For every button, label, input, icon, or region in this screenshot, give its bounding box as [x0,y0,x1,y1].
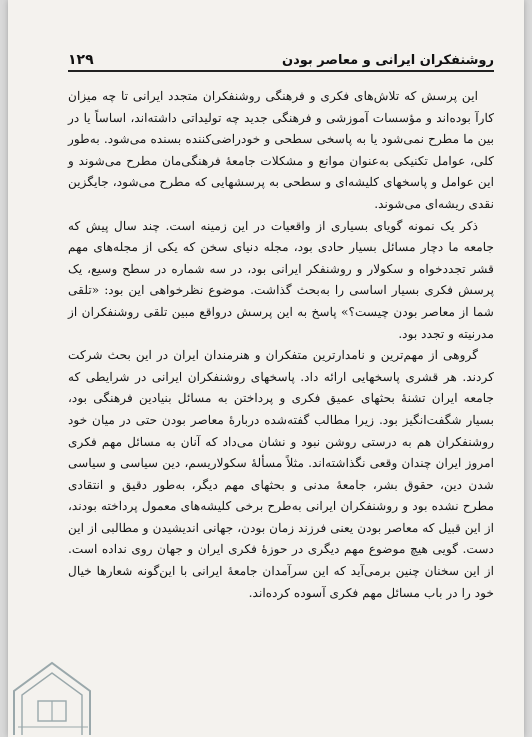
library-stamp-icon [8,657,96,737]
book-page [8,0,524,737]
paragraph-1: این پرسش که تلاش‌های فکری و فرهنگی روشنفکران متجدد ایرانی تا چه میزان کارآ بوده‌اند و مؤسسات آموزشی و فرهنگی جدید چه تولیداتی داشته‌اند، اساساً یا در بین ما مطرح نمی‌شود یا به پاسخی سطحی و خودراضی‌کننده بسنده می‌شود. به‌طور کلی، عوامل تکنیکی به‌عنوان موانع و مشکلات جامعهٔ فرهنگی‌مان مطرح می‌شوند و این عوامل و پاسخهای کلیشه‌ای و سطحی به پرسشهایی که مطرح می‌شود، جایگزین نقدی ریشه‌ای می‌شوند. [68,89,494,211]
running-title: روشنفکران ایرانی و معاصر بودن [281,53,494,68]
paragraph-2: ذکر یک نمونه گویای بسیاری از واقعیات در این زمینه است. چند سال پیش که جامعه ما دچار مسائل بسیار حادی بود، مجله دنیای سخن که یکی از مجله‌های مهم قشر تجددخواه و سکولار و روشنفکر ایرانی بود، در سه شماره در سطح وسیع، یک پرسش فکری بسیار اساسی را به‌بحث گذاشت. موضوع نظرخواهی این بود: «تلقی شما از معاصر بودن چیست؟» پاسخ به این پرسش درواقع مبین تلقی روشنفکران از مدرنیته و تجدد بود. [68,218,494,341]
paragraph-3: گروهی از مهم‌ترین و نامدارترین متفکران و هنرمندان ایران در این بحث شرکت کردند. هر قشری پاسخهایی ارائه داد. پاسخهای روشنفکران ایرانی در شرایطی که جامعه ایران تشنهٔ بحثهای عمیق فکری و پرداختن به مسائل بنیادین فرهنگی بود، بسیار شگفت‌انگیز بود. زیرا مطالب گفته‌شده دربارهٔ معاصر بودن حتی در میان خود روشنفکران هم به درستی روشن نبود و نشان می‌داد که آنان به مسائل مهم فکری امروز ایران چندان وقعی نگذاشته‌اند. مثلاً مسألهٔ سکولاریسم، دین سیاسی و سیاسی شدن دین، حقوق بشر، جامعهٔ مدنی و بحثهای مهم دیگر، به‌طور دقیق و انتقادی مطرح نشده بود و روشنفکران ایرانی به‌طرح برخی کلیشه‌های معمول پرداخته بودند، از این قبیل که معاصر بودن یعنی فرزند زمان بودن، جهانی اندیشیدن و مطالبی از این دست. گویی هیچ موضوع مهم دیگری در حوزهٔ فکری ایران و جهان روی نداده است. از این سخنان چنین برمی‌آید که این سرآمدان جامعهٔ ایرانی با این‌گونه شعارها خیال خود را در باب مسائل مهم فکری آسوده کرده‌اند. [68,348,494,600]
page-header [68,46,494,72]
body-text [68,86,494,604]
page-number: ۱۲۹ [68,52,94,68]
